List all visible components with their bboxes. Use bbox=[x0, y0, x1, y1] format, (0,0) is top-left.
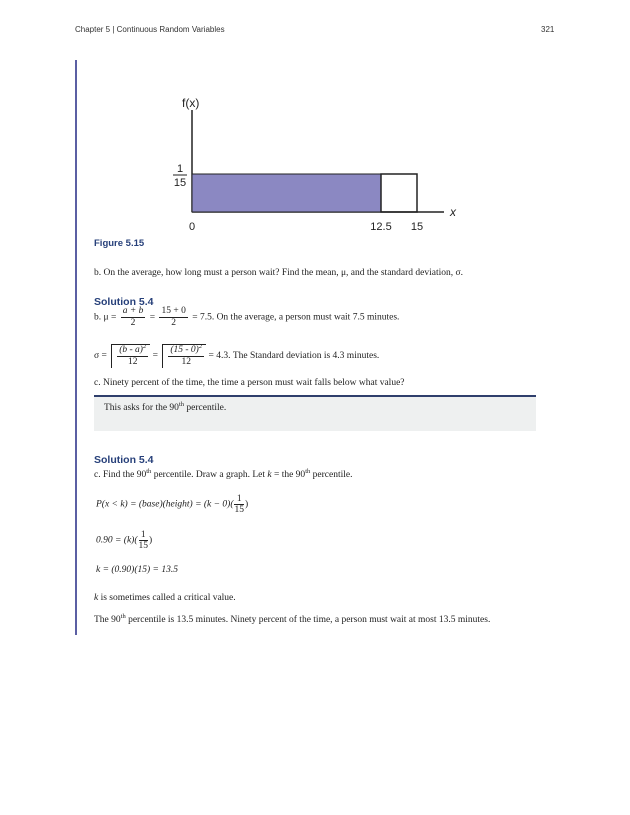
sd-fraction-1 bbox=[117, 345, 148, 368]
page-number: 321 bbox=[541, 25, 555, 34]
sd-frac2-num bbox=[168, 345, 204, 357]
critical-value-note bbox=[94, 593, 236, 603]
sd-frac1-num bbox=[117, 345, 148, 357]
eq1-fraction bbox=[234, 494, 244, 515]
unshaded-region bbox=[381, 174, 417, 212]
sd-result: = 4.3. The Standard deviation is 4.3 minutes. bbox=[208, 351, 380, 362]
intro-a: c. Find the 90 bbox=[94, 470, 147, 480]
crit-text: is sometimes called a critical value. bbox=[98, 593, 236, 603]
mean-frac1-den: 2 bbox=[130, 318, 136, 328]
sd-equation bbox=[94, 344, 379, 368]
final-statement bbox=[94, 615, 490, 625]
sd-fraction-2 bbox=[168, 345, 204, 368]
sd-frac2-den: 12 bbox=[181, 357, 191, 367]
shaded-region bbox=[192, 174, 381, 212]
mean-frac2-num: 15 + 0 bbox=[161, 306, 186, 316]
intro-c: = the 90 bbox=[271, 470, 306, 480]
solution-heading-2: Solution 5.4 bbox=[94, 454, 154, 466]
eq1-num: 1 bbox=[234, 494, 244, 505]
eq2-right: ) bbox=[149, 535, 153, 546]
running-header: Chapter 5 | Continuous Random Variables bbox=[75, 25, 225, 34]
intro-d: percentile. bbox=[310, 470, 353, 480]
mean-fraction-1 bbox=[121, 306, 146, 329]
note-box bbox=[94, 395, 536, 431]
eq2-left: 0.90 = (k)( bbox=[96, 535, 138, 546]
mean-equation bbox=[94, 306, 399, 329]
x-tick-15: 15 bbox=[410, 221, 424, 233]
mean-result: = 7.5. On the average, a person must wait 7.5 minutes. bbox=[192, 312, 400, 323]
mean-frac2-den: 2 bbox=[171, 318, 177, 328]
sd-frac1-den: 12 bbox=[127, 357, 138, 367]
intro-sup: th bbox=[146, 468, 152, 475]
uniform-distribution-chart bbox=[160, 88, 470, 238]
eq2-den: 15 bbox=[138, 541, 148, 551]
sd-num1-text: (b - a) bbox=[119, 345, 143, 355]
intro-b: percentile. Draw a graph. Let bbox=[151, 470, 268, 480]
sqrt-1 bbox=[111, 344, 150, 368]
note-sup: th bbox=[178, 401, 184, 408]
mean-prefix: b. μ = bbox=[94, 312, 117, 323]
x-tick-12-5: 12.5 bbox=[370, 221, 392, 233]
sd-num2-text: (15 - 0) bbox=[170, 345, 199, 355]
equation-3: k = (0.90)(15) = 13.5 bbox=[96, 565, 178, 575]
question-c: c. Ninety percent of the time, the time a person must wait falls below what value? bbox=[94, 378, 405, 388]
sidebar-rule bbox=[75, 60, 77, 635]
mean-fraction-2 bbox=[159, 306, 187, 329]
final-b: percentile is 13.5 minutes. Ninety percent of the time, a person must wait at most 13.5 minutes. bbox=[125, 615, 491, 625]
eq1-left: P(x < k) = (base)(height) = (k − 0)( bbox=[96, 499, 234, 510]
solution-heading-1: Solution 5.4 bbox=[94, 296, 154, 308]
sd-eq: = bbox=[152, 351, 158, 362]
intro-sup2: th bbox=[305, 468, 311, 475]
mean-eq: = bbox=[149, 312, 156, 323]
eq1-den: 15 bbox=[234, 505, 244, 515]
equation-2 bbox=[96, 530, 152, 551]
y-tick-denominator: 15 bbox=[173, 177, 187, 189]
mean-frac1-num: a + b bbox=[122, 306, 144, 316]
crit-k: k bbox=[94, 593, 99, 603]
sd-prefix: σ = bbox=[94, 351, 107, 362]
note-suffix: percentile. bbox=[184, 403, 227, 413]
x-axis-label: x bbox=[450, 205, 456, 219]
question-b: b. On the average, how long must a person wait? Find the mean, μ, and the standard deviation, σ. bbox=[94, 268, 464, 278]
eq2-num: 1 bbox=[139, 530, 149, 541]
eq1-right: ) bbox=[244, 499, 249, 510]
sqrt-2 bbox=[162, 344, 206, 368]
note-text bbox=[104, 403, 226, 413]
y-tick-numerator: 1 bbox=[176, 163, 184, 175]
sd-exp-1: 2 bbox=[142, 343, 147, 350]
solution2-intro bbox=[94, 470, 352, 480]
eq2-fraction bbox=[139, 530, 149, 551]
final-a: The 90 bbox=[94, 615, 121, 625]
final-sup: th bbox=[120, 613, 126, 620]
equation-1 bbox=[96, 494, 248, 515]
intro-k: k bbox=[267, 470, 272, 480]
figure-caption: Figure 5.15 bbox=[94, 238, 145, 249]
note-prefix: This asks for the 90 bbox=[104, 403, 179, 413]
sd-exp-2: 2 bbox=[198, 343, 203, 350]
x-tick-0: 0 bbox=[188, 221, 196, 233]
y-axis-label: f(x) bbox=[182, 96, 200, 110]
